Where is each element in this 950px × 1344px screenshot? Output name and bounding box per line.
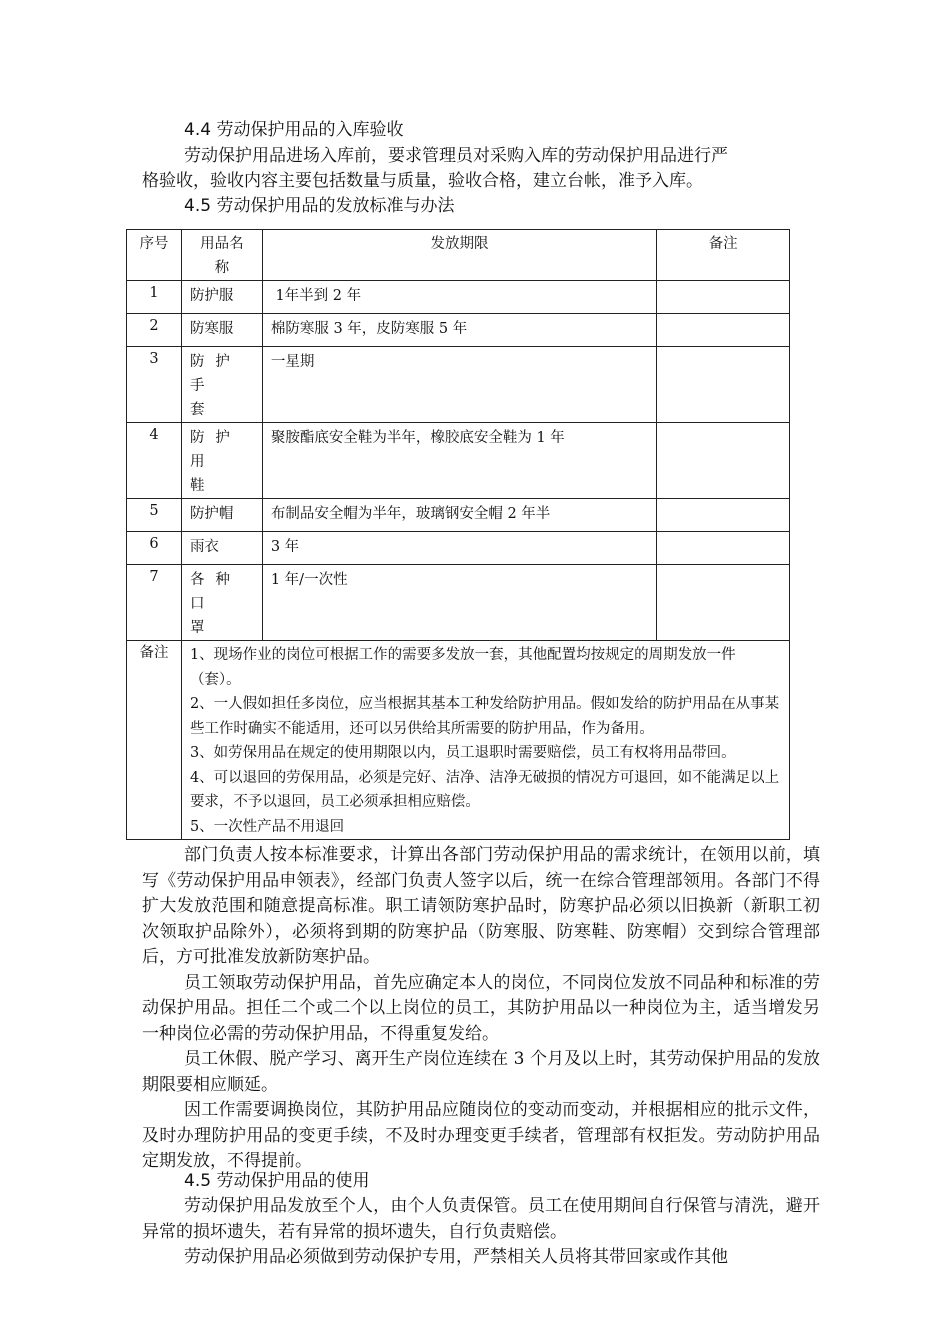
row-period: 1 年/一次性: [262, 565, 656, 641]
row-item-name-line2: 鞋: [189, 478, 205, 494]
row-period: 1年半到 2 年: [262, 281, 656, 314]
section-4-4-body-line2: 格验收，验收内容主要包括数量与质量，验收合格，建立台帐，准予入库。: [142, 171, 703, 191]
row-item-name: 雨衣: [181, 532, 262, 565]
section-4-4-body-line1: 劳动保护用品进场入库前，要求管理员对采购入库的劳动保护用品进行严: [184, 146, 728, 166]
remark-item-4: 4、可以退回的劳保用品，必须是完好、洁净、洁净无破损的情况方可退回，如不能满足以上要求，不予以退回，员工必须承担相应赔偿。: [189, 769, 780, 810]
row-note: [657, 499, 790, 532]
row-num: 5: [127, 499, 182, 532]
row-note: [657, 565, 790, 641]
table-row: [127, 423, 790, 499]
remark-item-5: 5、一次性产品不用退回: [189, 818, 345, 835]
remark-item-2: 2、一人假如担任多岗位，应当根据其基本工种发给防护用品。假如发给的防护用品在从事某些工作时确实不能适用，还可以另供给其所需要的防护用品，作为备用。: [189, 696, 780, 737]
row-item-name-line2: 罩: [189, 620, 205, 636]
row-item-name-line2: 套: [189, 402, 205, 418]
row-item-name: [181, 423, 262, 499]
row-note: [657, 423, 790, 499]
remarks-row: [127, 641, 790, 840]
row-period: 棉防寒服 3 年，皮防寒服 5 年: [262, 314, 656, 347]
row-num: 7: [127, 565, 182, 641]
table-row: [127, 499, 790, 532]
table-row: [127, 314, 790, 347]
row-period: 布制品安全帽为半年，玻璃钢安全帽 2 年半: [262, 499, 656, 532]
table-row: [127, 347, 790, 423]
row-period: 聚胺酯底安全鞋为半年，橡胶底安全鞋为 1 年: [262, 423, 656, 499]
header-note: 备注: [657, 230, 790, 281]
row-item-name: [181, 347, 262, 423]
row-item-name-line1: 各种口: [189, 572, 241, 612]
row-item-name: [181, 565, 262, 641]
issuance-standard-table: [126, 229, 790, 840]
section-4-4-heading: 4.4 劳动保护用品的入库验收: [184, 120, 404, 140]
row-note: [657, 314, 790, 347]
header-period: 发放期限: [262, 230, 656, 281]
row-num: 6: [127, 532, 182, 565]
row-num: 4: [127, 423, 182, 499]
header-name: [181, 230, 262, 281]
row-num: 2: [127, 314, 182, 347]
paragraph-position-change: 因工作需要调换岗位，其防护用品应随岗位的变动而变动，并根据相应的批示文件，及时办理防护用品的变更手续，不及时办理变更手续者，管理部有权拒发。劳动防护用品定期发放，不得提前。: [142, 1100, 820, 1171]
row-period: 3 年: [262, 532, 656, 565]
remarks-label: 备注: [127, 641, 182, 840]
table-header-row: [127, 230, 790, 281]
remark-item-1: 1、现场作业的岗位可根据工作的需要多发放一套，其他配置均按规定的周期发放一件（套）。: [189, 647, 736, 688]
row-item-name: 防护服: [181, 281, 262, 314]
header-name-line2: 称: [214, 260, 230, 276]
paragraph-custody: 劳动保护用品发放至个人，由个人负责保管。员工在使用期间自行保管与清洗，避开异常的损坏遗失，若有异常的损坏遗失，自行负责赔偿。: [142, 1196, 820, 1242]
row-num: 3: [127, 347, 182, 423]
row-item-name: 防寒服: [181, 314, 262, 347]
table-row: [127, 565, 790, 641]
paragraph-dedicated-use: 劳动保护用品必须做到劳动保护专用，严禁相关人员将其带回家或作其他: [184, 1247, 728, 1267]
row-note: [657, 532, 790, 565]
row-note: [657, 347, 790, 423]
row-item-name: 防护帽: [181, 499, 262, 532]
section-4-5-use-heading: 4.5 劳动保护用品的使用: [184, 1171, 370, 1191]
use-paragraphs: [142, 1194, 820, 1271]
table-row: [127, 281, 790, 314]
section-4-5-standard-heading: 4.5 劳动保护用品的发放标准与办法: [184, 196, 455, 216]
row-period: 一星期: [262, 347, 656, 423]
paragraph-leave-extension: 员工休假、脱产学习、离开生产岗位连续在 3 个月及以上时，其劳动保护用品的发放期限要相应顺延。: [142, 1049, 820, 1095]
header-num: 序号: [127, 230, 182, 281]
remarks-content: [181, 641, 789, 840]
header-name-line1: 用品名: [200, 236, 244, 252]
body-paragraphs: [142, 843, 820, 1175]
paragraph-by-position: 员工领取劳动保护用品，首先应确定本人的岗位，不同岗位发放不同品种和标准的劳动保护用品。担任二个或二个以上岗位的员工，其防护用品以一种岗位为主，适当增发另一种岗位必需的劳动保护用品，不得重复发给。: [142, 972, 820, 1044]
remark-item-3: 3、如劳保用品在规定的使用期限以内，员工退职时需要赔偿，员工有权将用品带回。: [189, 745, 736, 761]
table-row: [127, 532, 790, 565]
row-item-name-line1: 防护用: [189, 430, 241, 470]
row-num: 1: [127, 281, 182, 314]
row-note: [657, 281, 790, 314]
paragraph-requisition: 部门负责人按本标准要求，计算出各部门劳动保护用品的需求统计，在领用以前，填写《劳动保护用品申领表》，经部门负责人签字以后，统一在综合管理部领用。各部门不得扩大发放范围和随意提高标准。职工请领防寒护品时，防寒护品必须以旧换新（新职工初次领取护品除外），必须将到期的防寒护品（防寒服、防寒鞋、防寒帽）交到综合管理部后，方可批准发放新防寒护品。: [142, 845, 820, 967]
row-item-name-line1: 防护手: [189, 354, 241, 394]
